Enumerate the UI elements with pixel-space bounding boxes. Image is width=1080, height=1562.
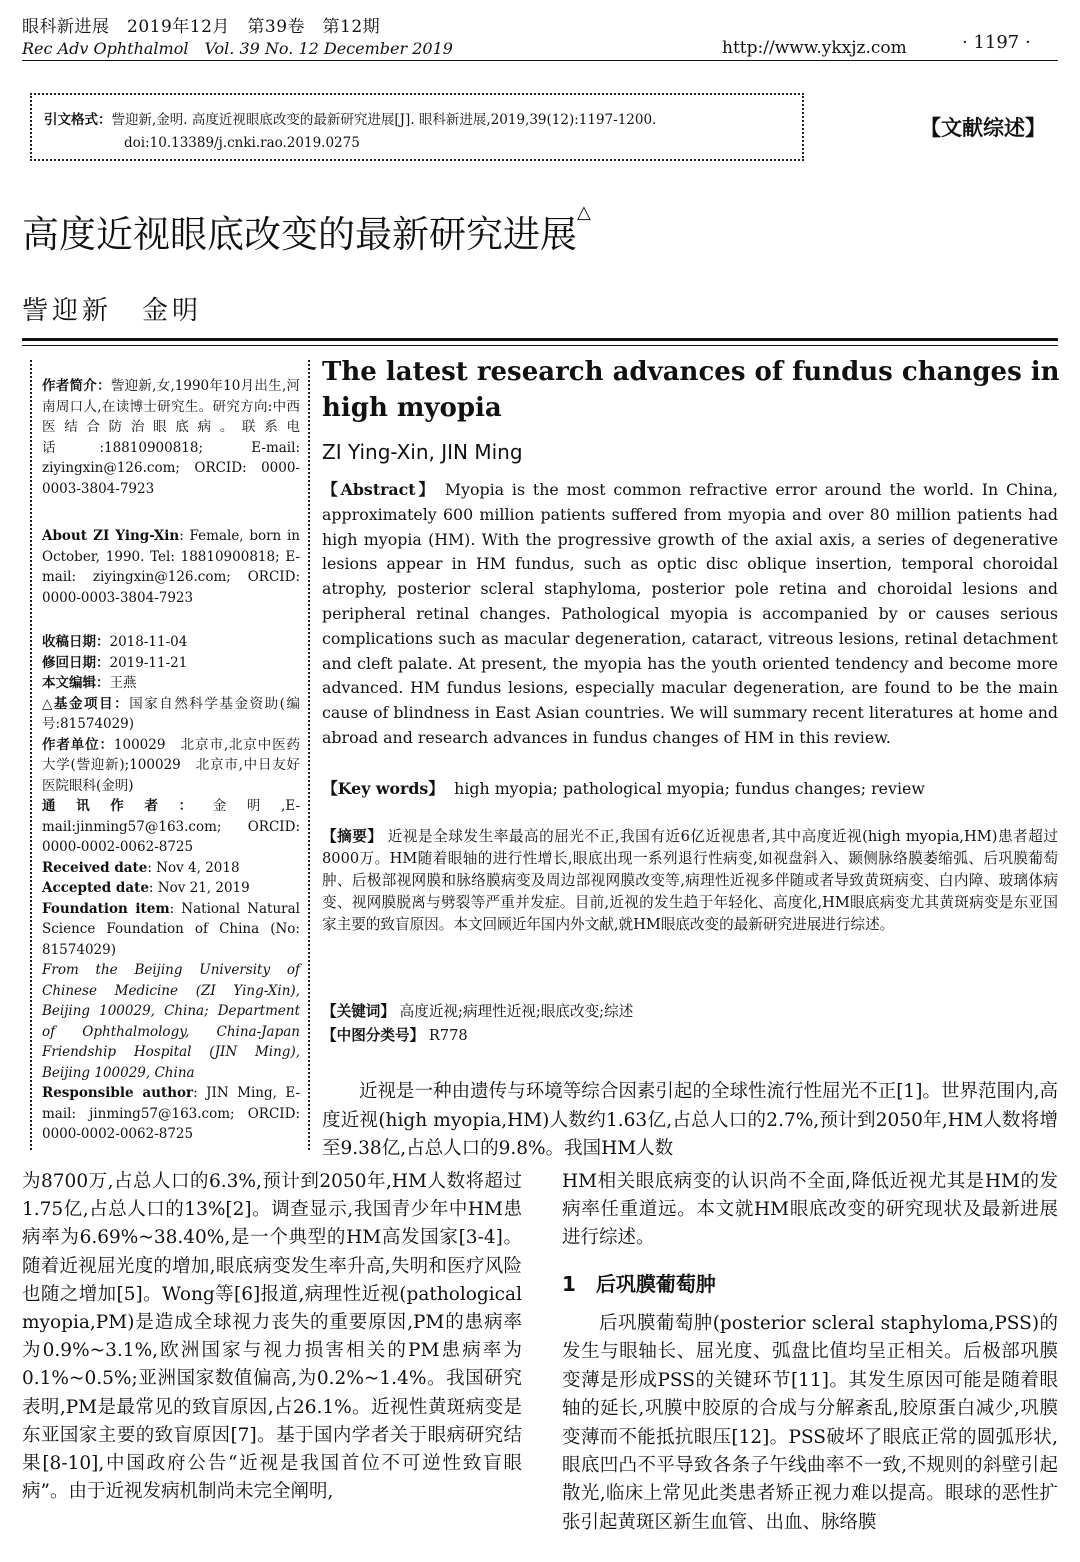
abstract-label: 【Abstract】 <box>322 480 438 499</box>
section-heading: 1 后巩膜葡萄肿 <box>562 1272 716 1296</box>
label: About ZI Ying-Xin <box>42 528 180 544</box>
class-label: 【中图分类号】 <box>322 1027 425 1044</box>
abstract-text: 近视是全球发生率最高的屈光不正,我国有近6亿近视患者,其中高度近视(high myopia,HM)患者超过8000万。HM随着眼轴的进行性增长,眼底出现一系列退行性病变,如视盘斜入、颞侧脉络膜萎缩弧、后巩膜葡萄肿、后极部视网膜和脉络膜病变及周边部视网膜改变等,病理性近视多伴随或者导致黄斑病变、白内障、玻璃体病变、视网膜脱离与劈裂等严重并发症。目前,近视的发生趋于年轻化、高度化,HM眼底病变尤其黄斑病变是东亚国家主要的致盲原因。本文回顾近年国内外文献,就HM眼底改变的最新研究进展进行综述。 <box>322 828 1058 933</box>
page-number: · 1197 · <box>962 32 1031 53</box>
label: 修回日期： <box>42 654 110 671</box>
label: 作者简介： <box>42 378 111 394</box>
chinese-abstract <box>322 826 1058 936</box>
label: 本文编辑： <box>42 675 110 691</box>
citation-text: 訾迎新,金明. 高度近视眼底改变的最新研究进展[J]. 眼科新进展,2019,39(12):1197-1200. <box>111 112 657 128</box>
label: 收稿日期： <box>42 634 110 650</box>
english-title: The latest research advances of fundus changes in high myopia <box>322 357 1060 423</box>
page-title <box>22 204 591 258</box>
value: 2019-11-21 <box>109 654 188 671</box>
keywords-text: high myopia; pathological myopia; fundus changes; review <box>454 779 925 798</box>
label: Foundation item <box>42 900 170 917</box>
english-authors: ZI Ying-Xin, JIN Ming <box>322 440 523 464</box>
value: : Nov 4, 2018 <box>147 859 240 876</box>
english-keywords <box>322 776 1058 799</box>
citation-doi: doi:10.13389/j.cnki.rao.2019.0275 <box>124 135 360 151</box>
title-mark: △ <box>577 202 591 223</box>
body-column-right: 后巩膜葡萄肿(posterior scleral staphyloma,PSS)的发生与眼轴长、屈光度、弧盘比值均呈正相关。后极部巩膜变薄是形成PSS的关键环节[11]。其发生原因可能是随着眼轴的延长,巩膜中胶原的合成与分解紊乱,胶原蛋白减少,巩膜变薄而不能抵抗眼压[12]。PSS破坏了眼底正常的圆弧形状,眼底凹凸不平导致各条子午线曲率不一致,不规则的斜壁引起散光,临床上常见此类患者矫正视力难以提高。眼球的恶性扩张引起黄斑区新生血管、出血、脉络膜 <box>562 1313 1058 1533</box>
citation-line-1 <box>44 108 656 128</box>
chinese-keywords <box>322 1000 1058 1021</box>
label: Accepted date <box>42 880 149 896</box>
article-type: 【文献综述】 <box>920 116 1046 140</box>
label: Responsible author <box>42 1085 194 1101</box>
value: : JIN Ming, E-mail: jinming57@163.com; ORCID: 0000-0002-0062-8725 <box>42 1085 301 1142</box>
divider-thin <box>22 345 1058 346</box>
value: 国家自然科学基金资助(编号:81574029) <box>42 695 300 732</box>
value: 金明,E-mail:jinming57@163.com; ORCID: 0000-0002-0062-8725 <box>42 798 301 855</box>
value: : Female, born in October, 1990. Tel: 18810900818; E-mail: ziyingxin@126.com; ORCID: 0000-0003-3804-7923 <box>42 528 300 606</box>
value: 100029 北京市,北京中医药大学(訾迎新);100029 北京市,中日友好医院眼科(金明) <box>42 736 300 794</box>
sidebar-author-intro <box>42 376 300 499</box>
abstract-label: 【摘要】 <box>322 828 383 845</box>
value: : National Natural Science Foundation of China (No: 81574029) <box>42 900 300 958</box>
label: 作者单位： <box>42 736 114 753</box>
value: 2018-11-04 <box>109 634 188 650</box>
classification <box>322 1024 1058 1045</box>
title-text: 高度近视眼底改变的最新研究进展 <box>22 213 577 256</box>
keywords-label: 【关键词】 <box>322 1003 395 1020</box>
body-column-right-top: HM相关眼底病变的认识尚不全面,降低近视尤其是HM的发病率任重道远。本文就HM眼底改变的研究现状及最新进展进行综述。 <box>562 1171 1058 1249</box>
sidebar-from: From the Beijing University of Chinese Medicine (ZI Ying-Xin), Beijing 100029, China; Department of Ophthalmology, China-Japan Friendship Hospital (JIN Ming), Beijing 100029, China <box>42 962 300 1081</box>
journal-url[interactable]: http://www.ykxjz.com <box>722 38 907 58</box>
journal-header-cn: 眼科新进展 2019年12月 第39卷 第12期 <box>22 17 381 37</box>
abstract-text: Myopia is the most common refractive error around the world. In China, approximately 600 million patients suffered from myopia and over 80 million patients had high myopia (HM). With the progressive growth of the axial axis, a series of degenerative lesions appear in HM fundus, such as optic disc oblique insertion, temporal choroidal atrophy, posterior scleral staphyloma, posterior pole retina and choroidal lesions and peripheral retinal changes. Pathological myopia is accompanied by or causes serious complications such as macular degeneration, cataract, vitreous lesions, retinal detachment and cleft palate. At present, the myopia has the youth oriented tendency and become more advanced. HM fundus lesions, especially macular degeneration, are found to be the main cause of blindness in East Asian countries. We will summary recent literatures at home and abroad and research advances in fundus changes of HM in this review. <box>322 480 1058 747</box>
journal-header-en: Rec Adv Ophthalmol Vol. 39 No. 12 December 2019 <box>22 39 453 58</box>
divider-thick <box>22 338 1058 341</box>
label: 通讯作者： <box>42 798 213 814</box>
sidebar-dates <box>42 632 300 1145</box>
body-column-left: 为8700万,占总人口的6.3%,预计到2050年,HM人数将超过1.75亿,占总人口的13%[2]。调查显示,我国青少年中HM患病率为6.69%~38.40%,是一个典型的HM高发国家[3-4]。随着近视屈光度的增加,眼底病变发生率升高,失明和医疗风险也随之增加[5]。Wong等[6]报道,病理性近视(pathological myopia,PM)是造成全球视力丧失的重要原因,PM的患病率为0.9%~3.1%,欧洲国家与视力损害相关的PM患病率为0.1%~0.5%;亚洲国家数值偏高,为0.2%~1.4%。我国研究表明,PM是最常见的致盲原因,占26.1%。近视性黄斑病变是东亚国家主要的致盲原因[7]。基于国内学者关于眼病研究结果[8-10],中国政府公告“近视是我国首位不可逆性致盲眼病”。由于近视发病机制尚未完全阐明, <box>22 1171 522 1503</box>
label: Received date <box>42 859 148 876</box>
label: △基金项目： <box>42 695 130 712</box>
authors: 訾迎新 金明 <box>22 296 203 326</box>
value: : Nov 21, 2019 <box>148 880 250 896</box>
citation-label: 引文格式： <box>44 112 112 128</box>
english-abstract <box>322 478 1058 751</box>
sidebar-about <box>42 526 300 608</box>
header-rule <box>22 60 1058 61</box>
keywords-label: 【Key words】 <box>322 779 445 798</box>
body-intro: 近视是一种由遗传与环境等综合因素引起的全球性流行性屈光不正[1]。世界范围内,高度近视(high myopia,HM)人数约1.63亿,占总人口的2.7%,预计到2050年,HM人数将增至9.38亿,占总人口的9.8%。我国HM人数 <box>322 1081 1058 1159</box>
class-text: R778 <box>428 1027 468 1044</box>
value: 訾迎新,女,1990年10月出生,河南周口人,在读博士研究生。研究方向:中西医结合防治眼底病。联系电话:18810900818; E-mail: ziyingxin@126.com; ORCID: 0000-0003-3804-7923 <box>42 378 300 497</box>
value: 王燕 <box>109 675 137 691</box>
keywords-text: 高度近视;病理性近视;眼底改变;综述 <box>399 1003 634 1020</box>
